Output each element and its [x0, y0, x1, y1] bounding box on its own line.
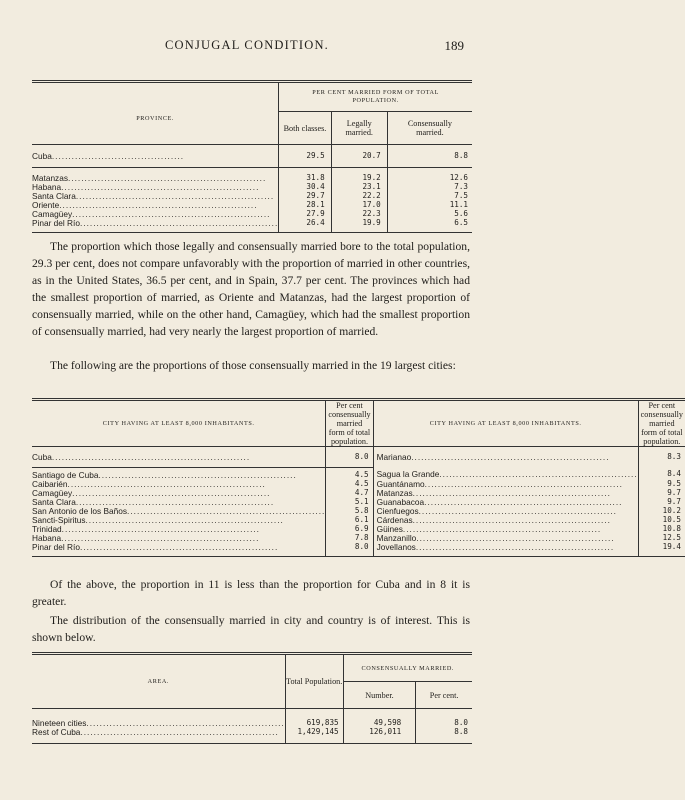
row-label: Jovellanos	[376, 542, 416, 553]
cell-both: 29.5	[279, 145, 331, 168]
cell-value-left: 4.7	[326, 489, 373, 498]
running-title: CONJUGAL CONDITION.	[165, 38, 329, 52]
row-label: Pinar del Río	[32, 542, 80, 553]
cell-legally: 17.0	[331, 201, 387, 210]
row-label: Camagüey	[32, 488, 73, 499]
cell-value-right: 8.3	[638, 447, 685, 468]
row-label: Cárdenas	[376, 515, 413, 526]
row-label: Cuba	[32, 150, 52, 161]
table-row: Matanzas............................................................ 31.8 19.2 12.6	[32, 168, 472, 184]
province-table	[32, 80, 472, 233]
row-label: Santa Clara	[32, 191, 76, 202]
row-label: Caibarién	[32, 479, 68, 490]
paragraph-2	[32, 357, 470, 374]
table-row: Santa Clara............................................................ 29.7 22.2 7.5	[32, 192, 472, 201]
row-label: Habana	[32, 182, 62, 193]
cell-value-right: 10.5	[638, 516, 685, 525]
row-label: Sagua la Grande	[376, 468, 440, 479]
row-label: Guantánamo	[376, 479, 425, 490]
row-label: Manzanillo	[376, 533, 417, 544]
cell-legally: 23.1	[331, 183, 387, 192]
cell-value-left: 5.8	[326, 507, 373, 516]
row-label: Sancti-Spiritus	[32, 515, 86, 526]
row-label: Cienfuegos	[376, 506, 419, 517]
cell-value-left: 4.5	[326, 480, 373, 489]
cell-cons: 12.6	[387, 168, 472, 184]
cell-value-right: 9.7	[638, 489, 685, 498]
cell-value-right: 10.2	[638, 507, 685, 516]
row-label: Oriente	[32, 200, 60, 211]
col-pct-header-left: Per cent consensually married form of total population.	[326, 400, 373, 447]
cell-cons: 11.1	[387, 201, 472, 210]
cell-value-left: 7.8	[326, 534, 373, 543]
cell-value-right: 10.8	[638, 525, 685, 534]
table-row: Camagüey............................................................ 27.9 22.3 5.6	[32, 210, 472, 219]
cell-legally: 20.7	[331, 145, 387, 168]
col-city-header-left: CITY HAVING AT LEAST 8,000 INHABITANTS.	[32, 400, 326, 447]
cell-cons: 5.6	[387, 210, 472, 219]
table-row: Camagüey............................................................ 4.7 Matanzas............................................................ 9.7	[32, 489, 685, 498]
paragraph-4-text: The distribution of the consensually married in city and country is of interest. This is shown below.	[32, 614, 470, 644]
cell-value-left: 8.0	[326, 543, 373, 552]
row-label: Pinar del Río	[32, 218, 80, 229]
cell-number: 49,598	[343, 709, 416, 729]
cell-value-right: 12.5	[638, 534, 685, 543]
row-label: San Antonio de los Baños	[32, 506, 128, 517]
col-both-header: Both classes.	[279, 112, 331, 145]
col-group-header-3: CONSENSUALLY MARRIED.	[343, 654, 472, 682]
paragraph-3-text: Of the above, the proportion in 11 is less than the proportion for Cuba and in 8 it is greater.	[32, 578, 470, 608]
col-total-header: Total Population.	[285, 654, 343, 709]
row-label: Camagüey	[32, 209, 73, 220]
cell-value-left: 6.9	[326, 525, 373, 534]
table-row: Santa Clara............................................................ 5.1 Guanabacoa............................................................ 9.7	[32, 498, 685, 507]
paragraph-1-text: The proportion which those legally and consensually married bore to the total population, 29.3 per cent, does not compare unfavorably with the proportion of married in other countries, as in the United States, 36.5 per cent, and in Spain, 37.7 per cent. The provinces which had the smallest proportion of married, as Oriente and Matanzas, had the largest proportion of consensually married, while on the other hand, Camagüey, which had the smallest proportion of consensually married, had very nearly the largest proportion of married.	[32, 240, 470, 338]
city-table	[32, 398, 685, 557]
cell-value-left: 5.1	[326, 498, 373, 507]
table-row: Nineteen cities............................................................ 619,835 49,598 8.0	[32, 709, 472, 729]
table-row: Cuba............................................................ 8.0 Marianao............................................................ 8.3	[32, 447, 685, 468]
cell-both: 26.4	[279, 219, 331, 233]
row-label: Marianao	[376, 452, 412, 463]
page-number: 189	[444, 38, 464, 53]
table-row: Habana............................................................ 7.8 Manzanillo............................................................ 12.5	[32, 534, 685, 543]
table-row: San Antonio de los Baños............................................................ 5.8 Cienfuegos............................................................ 10.2	[32, 507, 685, 516]
cell-both: 31.8	[279, 168, 331, 184]
cell-legally: 22.3	[331, 210, 387, 219]
paragraph-3	[32, 576, 470, 610]
cell-total: 619,835	[285, 709, 343, 729]
running-header	[0, 38, 494, 56]
col-consensually-header: Consensually married.	[387, 112, 472, 145]
row-label: Santiago de Cuba	[32, 470, 99, 481]
table-row: Pinar del Río............................................................ 26.4 19.9 6.5	[32, 219, 472, 233]
table-row: Santiago de Cuba............................................................ 4.5 Sagua la Grande............................................................ 8.4	[32, 468, 685, 481]
cell-cons: 7.5	[387, 192, 472, 201]
cell-value-right: 9.5	[638, 480, 685, 489]
row-label: Nineteen cities	[32, 718, 87, 729]
row-label: Santa Clara	[32, 497, 76, 508]
cell-both: 30.4	[279, 183, 331, 192]
row-label: Cuba	[32, 451, 52, 462]
cell-number: 126,011	[343, 728, 416, 744]
cell-value-right: 19.4	[638, 543, 685, 552]
cell-legally: 22.2	[331, 192, 387, 201]
cell-both: 27.9	[279, 210, 331, 219]
cell-both: 29.7	[279, 192, 331, 201]
table-row: Sancti-Spiritus............................................................ 6.1 Cárdenas............................................................ 10.5	[32, 516, 685, 525]
row-label: Matanzas	[376, 488, 413, 499]
cell-value-left: 8.0	[326, 447, 373, 468]
table-row: Rest of Cuba............................................................ 1,429,145 126,011 8.8	[32, 728, 472, 744]
cell-legally: 19.2	[331, 168, 387, 184]
cell-value-right: 8.4	[638, 468, 685, 481]
row-label: Güines	[376, 524, 403, 535]
cell-legally: 19.9	[331, 219, 387, 233]
cell-percent: 8.8	[416, 728, 472, 744]
table-row: Pinar del Río............................................................ 8.0 Jovellanos............................................................ 19.4	[32, 543, 685, 552]
col-pct-header-right: Per cent consensually married form of total population.	[638, 400, 685, 447]
col-group-header: PER CENT MARRIED FORM OF TOTAL POPULATION.	[279, 82, 472, 112]
col-city-header-right: CITY HAVING AT LEAST 8,000 INHABITANTS.	[373, 400, 638, 447]
cell-total: 1,429,145	[285, 728, 343, 744]
paragraph-2-text: The following are the proportions of those consensually married in the 19 largest cities:	[50, 359, 456, 372]
cell-value-right: 9.7	[638, 498, 685, 507]
row-label: Guanabacoa	[376, 497, 425, 508]
cell-percent: 8.0	[416, 709, 472, 729]
cell-cons: 8.8	[387, 145, 472, 168]
cell-value-left: 6.1	[326, 516, 373, 525]
table-row: Caibarién............................................................ 4.5 Guantánamo............................................................ 9.5	[32, 480, 685, 489]
paragraph-1	[32, 238, 470, 340]
col-legally-header: Legally married.	[331, 112, 387, 145]
cell-both: 28.1	[279, 201, 331, 210]
table-row-cuba: Cuba........................................ 29.5 20.7 8.8	[32, 145, 472, 168]
col-area-header: AREA.	[32, 654, 285, 709]
area-table	[32, 652, 472, 744]
col-province-header: PROVINCE.	[32, 82, 279, 145]
col-number-header: Number.	[343, 682, 416, 709]
cell-value-left: 4.5	[326, 468, 373, 481]
cell-cons: 7.3	[387, 183, 472, 192]
cell-cons: 6.5	[387, 219, 472, 233]
table-row: Trinidad............................................................ 6.9 Güines............................................................ 10.8	[32, 525, 685, 534]
table-row: Oriente............................................................ 28.1 17.0 11.1	[32, 201, 472, 210]
row-label: Matanzas	[32, 173, 68, 184]
row-label: Trinidad	[32, 524, 62, 535]
row-label: Rest of Cuba	[32, 727, 81, 738]
table-row: Habana............................................................ 30.4 23.1 7.3	[32, 183, 472, 192]
col-percent-header: Per cent.	[416, 682, 472, 709]
paragraph-4	[32, 612, 470, 646]
row-label: Habana	[32, 533, 62, 544]
